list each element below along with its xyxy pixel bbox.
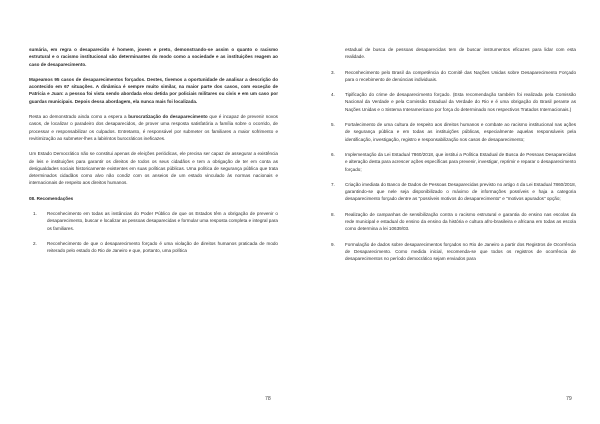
recommendation-item bbox=[29, 240, 278, 255]
recommendation-number: 4. bbox=[331, 92, 335, 98]
paragraph-bureaucratization-post: que é incapaz de prevenir novos casos, de localizar o paradeiro dos desaparecidos, de prover uma resposta satisfatória a família sobre o ocorrido, de processar e responsabilizar os culpados. Entretanto, é responsável por submeter os familiares a maior sofrimento e revitimização ao submeter-lhes a labirintos burocráticos ineficazes. bbox=[29, 114, 278, 141]
recommendation-number: 3. bbox=[331, 69, 335, 75]
recommendation-number: 6. bbox=[331, 151, 335, 157]
recommendation-text: Realização de campanhas de sensibilização contra o racismo estrutural e garantia do ensino nas escolas da rede municipal e estadual do ensino da ensino da história e cultura afro-brasileira e africana em todas as escola como determina a lei 10639/03. bbox=[345, 211, 576, 232]
recommendation-item bbox=[327, 69, 576, 84]
recommendation-item bbox=[327, 241, 576, 263]
paragraph-bureaucratization-pre: Resta ao demonstrado ainda como a espera a bbox=[29, 114, 129, 120]
recommendations-list-right bbox=[327, 69, 576, 263]
recommendation-text: Tipificação do crime de desaparecimento forçado. (Esta recomendação também foi realizada pela Comissão Nacional da Verdade e pela Comissão Estadual da Verdade do Rio e é uma obrigação do Brasil perante as Nações Unidas e o Sistema Interamericano por força do determinado nos respectivos Tratados Internacionais.) bbox=[345, 92, 576, 112]
page-number-right: 79 bbox=[566, 396, 572, 402]
left-column bbox=[29, 46, 278, 263]
recommendation-item bbox=[327, 181, 576, 203]
recommendation-text: Criação imediata do Banco de Dados de Pessoas Desaparecidas previsto no artigo 4 da Lei Estadual 7860/2018, garantindo-se que nele seja disponibilizado o máximo de informações possíveis e haja a categoria desaparecimento forçado dentre as "possíveis motivos do desaparecimento" e "motivos apurados" opção; bbox=[345, 181, 576, 202]
paragraph-summary: sumária, em regra o desaparecido é homem, jovem e preto, demonstrando-se assim o quanto o racismo estrutural e o racismo institucional são determinantes do modo como a sociedade e as instituições reagem ao caso de desaparecimento. bbox=[29, 47, 278, 67]
paragraph-bureaucratization bbox=[29, 113, 278, 142]
recommendation-text: Implementação da Lei Estadual 7860/2018, que institui a Política Estadual de Busca de Pessoas Desaparecidas e alteração desta para acrescer ações específicas para prevenir, investigar, reprimir e reparar o desaparecimento forçado; bbox=[345, 151, 576, 172]
recommendation-number: 8. bbox=[331, 211, 335, 217]
recommendation-text: Fortalecimento de uma cultura de respeito aos direitos humanos e combate ao racismo institucional nas ações de segurança pública e em todas as instituições públicas, especialmente aquelas responsáveis pela identificação, investigação, registro e responsabilização nos casos de desaparecimento; bbox=[345, 122, 576, 142]
emphasis-bureaucratization: burocratização do desaparecimento bbox=[128, 114, 208, 120]
right-column bbox=[327, 46, 576, 271]
recommendation-number: 9. bbox=[331, 241, 335, 247]
recommendations-list-left bbox=[29, 210, 278, 254]
recommendation-item bbox=[327, 211, 576, 233]
section-title: 08. Recomendações bbox=[29, 195, 74, 201]
recommendation-item bbox=[327, 151, 576, 173]
recommendation-item bbox=[29, 210, 278, 232]
page-number-left: 78 bbox=[265, 396, 271, 402]
recommendation-number: 1. bbox=[33, 211, 37, 217]
recommendation-text: Reconhecimento de que o desaparecimento forçado é uma violação de direitos humanos praticada de modo reiterado pelo estado do Rio de Janeiro e que, portanto, uma política bbox=[47, 240, 278, 254]
recommendation-number: 7. bbox=[331, 181, 335, 187]
recommendation-number: 2. bbox=[33, 240, 37, 246]
recommendation-number: 5. bbox=[331, 122, 335, 128]
recommendation-item bbox=[327, 91, 576, 113]
recommendation-item bbox=[327, 121, 576, 143]
recommendation-text: Formulação de dados sobre desaparecimentos forçados no Rio de Janeiro a partir dos Registros de Ocorrência de Desaparecimento. Como medida inicial, recomenda-se que todos os registros de ocorrência de desaparecimentos no período democrático sejam enviados para bbox=[345, 241, 576, 262]
recommendation-text: Reconhecimento em todas as instâncias do Poder Público de que os Estados têm a obrigação de prevenir o desaparecimento, buscar e localizar as pessoas desaparecidas e formular uma resposta completa e integral para os familiares. bbox=[47, 211, 278, 231]
paragraph-mapping: Mapeamos 95 casos de desaparecimentos forçados. Destes, tivemos a oportunidade de analisar a descrição do acontecido em 67 situações. A dinâmica é sempre muito similar, na maior parte dos casos, com exceção de Patrícia e Juan: a pessoa foi vista sendo abordada e/ou detida por policiais militares ou civis e em um caso por guardas municipais. Depois dessa abordagem, ela nunca mais foi localizada. bbox=[29, 76, 278, 104]
paragraph-democratic-state: Um Estado Democrático não se constitui apenas de eleições periódicas, ele precisa ser capaz de assegurar a existência de leis e instituições para garantir os direitos de todos os seus cidadãos e tem a obrigação de ter em conta as desigualdades sociais historicamente existentes em suas políticas públicas. Uma política de segurança pública que trata determinados cidadãos como alvo não condiz com os anseios de um estado vinculado às normas nacionais e internacionais de respeito aos direitos humanos. bbox=[29, 151, 278, 186]
recommendation-text: Reconhecimento pelo Brasil da competência do Comitê das Nações Unidas sobre Desaparecimento Forçado para o recebimento de denúncias individuais. bbox=[345, 69, 576, 82]
recommendation-continuation: estadual de busca de pessoas desaparecidas tem de buscar instrumentos eficazes para lidar com esta realidade. bbox=[345, 47, 576, 60]
right-page bbox=[300, 0, 600, 424]
